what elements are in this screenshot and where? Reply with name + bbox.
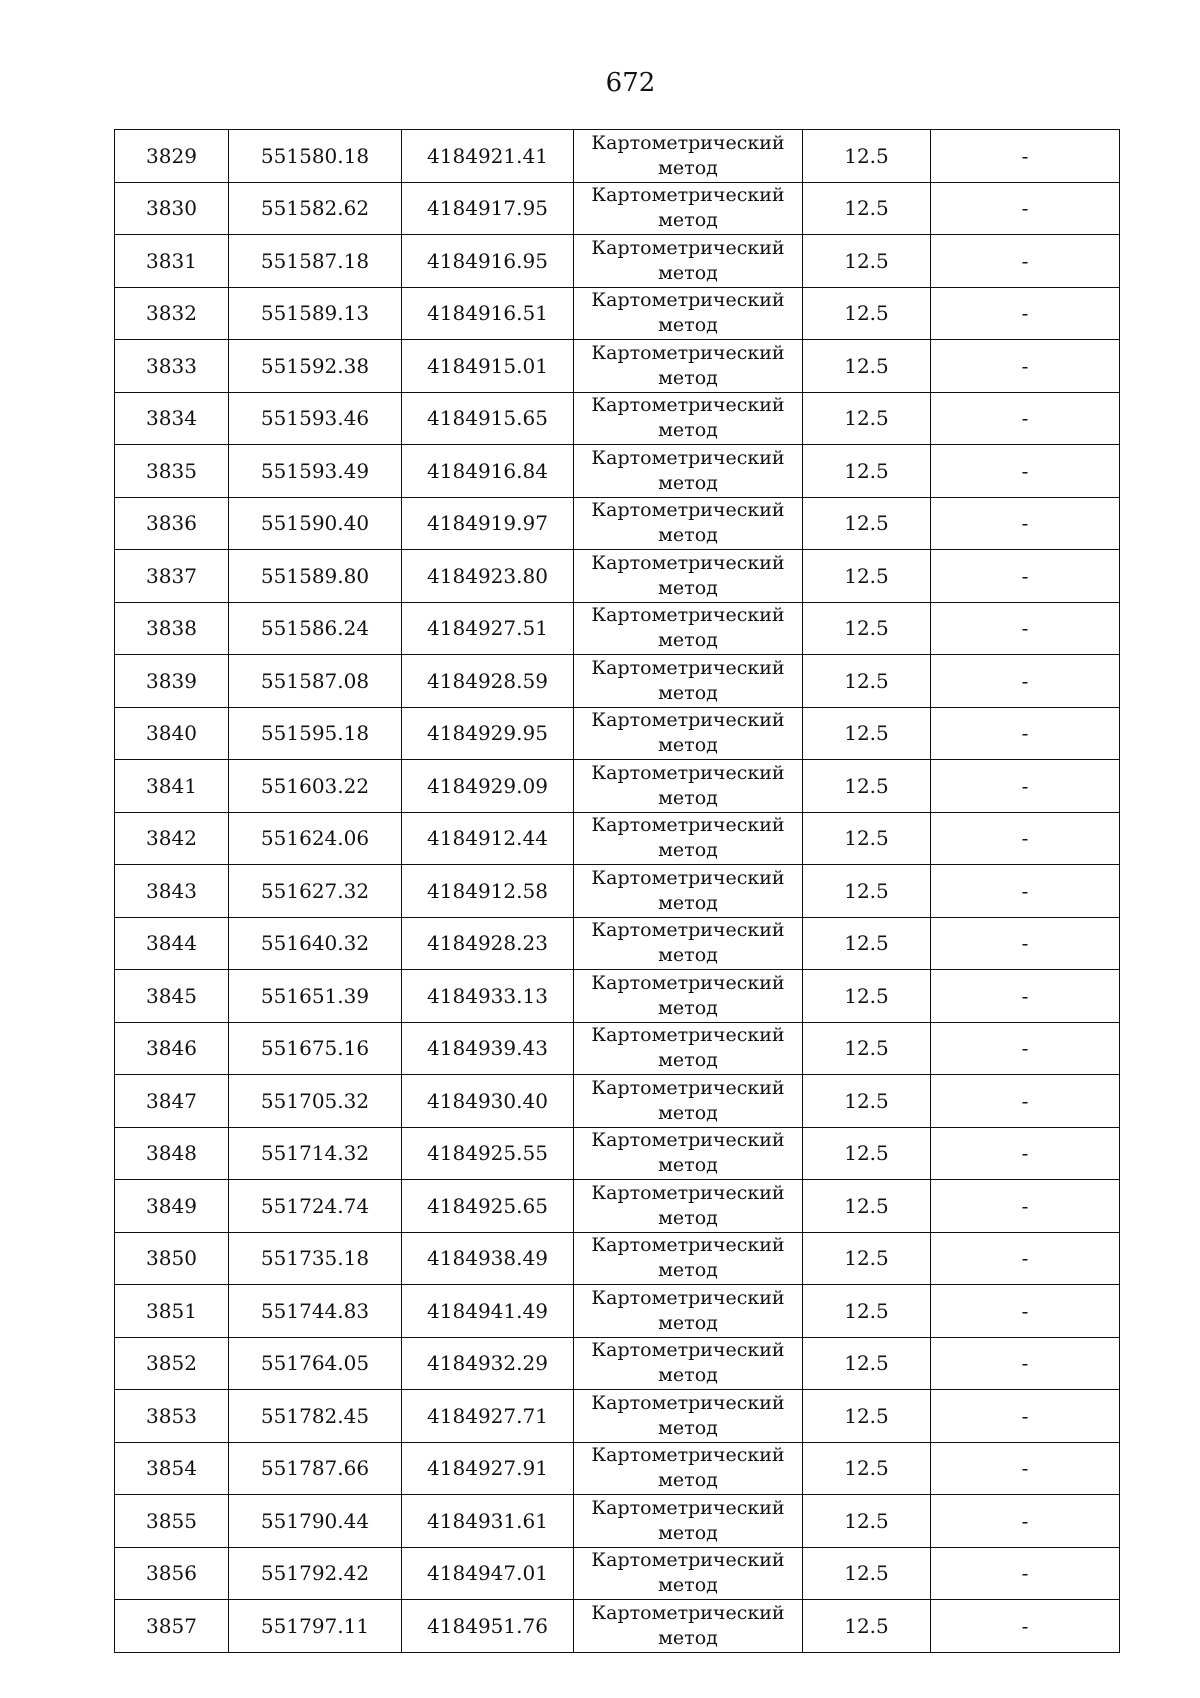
note-cell: - bbox=[931, 1075, 1120, 1128]
point-number-cell: 3856 bbox=[115, 1547, 229, 1600]
accuracy-cell: 12.5 bbox=[803, 1442, 931, 1495]
accuracy-cell: 12.5 bbox=[803, 287, 931, 340]
coordinates-table bbox=[114, 129, 1120, 1653]
accuracy-cell: 12.5 bbox=[803, 1127, 931, 1180]
method-cell bbox=[574, 1337, 803, 1390]
point-number-cell: 3829 bbox=[115, 130, 229, 183]
method-text-line: метод bbox=[658, 524, 718, 547]
point-number-cell: 3840 bbox=[115, 707, 229, 760]
method-cell bbox=[574, 182, 803, 235]
y-coordinate-cell: 4184925.65 bbox=[402, 1180, 574, 1233]
note-cell: - bbox=[931, 1022, 1120, 1075]
y-coordinate-cell: 4184923.80 bbox=[402, 550, 574, 603]
accuracy-cell: 12.5 bbox=[803, 1180, 931, 1233]
note-cell: - bbox=[931, 707, 1120, 760]
method-text-line: метод bbox=[658, 1311, 718, 1334]
point-number-cell: 3844 bbox=[115, 917, 229, 970]
accuracy-cell: 12.5 bbox=[803, 1495, 931, 1548]
method-cell bbox=[574, 602, 803, 655]
x-coordinate-cell: 551675.16 bbox=[229, 1022, 402, 1075]
point-number-cell: 3848 bbox=[115, 1127, 229, 1180]
note-cell: - bbox=[931, 970, 1120, 1023]
method-text-line: Картометрический bbox=[591, 184, 785, 207]
x-coordinate-cell: 551787.66 bbox=[229, 1442, 402, 1495]
accuracy-cell: 12.5 bbox=[803, 550, 931, 603]
method-text-line: Картометрический bbox=[591, 1339, 785, 1362]
table-row bbox=[115, 1285, 1120, 1338]
note-cell: - bbox=[931, 1232, 1120, 1285]
x-coordinate-cell: 551624.06 bbox=[229, 812, 402, 865]
table-row bbox=[115, 445, 1120, 498]
method-text-line: Картометрический bbox=[591, 1286, 785, 1309]
y-coordinate-cell: 4184947.01 bbox=[402, 1547, 574, 1600]
y-coordinate-cell: 4184912.44 bbox=[402, 812, 574, 865]
method-cell bbox=[574, 550, 803, 603]
x-coordinate-cell: 551595.18 bbox=[229, 707, 402, 760]
method-text-line: метод bbox=[658, 471, 718, 494]
method-cell bbox=[574, 1547, 803, 1600]
method-text-line: Картометрический bbox=[591, 1444, 785, 1467]
point-number-cell: 3841 bbox=[115, 760, 229, 813]
method-text-line: Картометрический bbox=[591, 1024, 785, 1047]
method-text-line: метод bbox=[658, 1469, 718, 1492]
point-number-cell: 3842 bbox=[115, 812, 229, 865]
method-text-line: Картометрический bbox=[591, 1129, 785, 1152]
y-coordinate-cell: 4184929.95 bbox=[402, 707, 574, 760]
x-coordinate-cell: 551797.11 bbox=[229, 1600, 402, 1653]
method-text-line: метод bbox=[658, 1364, 718, 1387]
y-coordinate-cell: 4184916.84 bbox=[402, 445, 574, 498]
method-text-line: метод bbox=[658, 576, 718, 599]
x-coordinate-cell: 551640.32 bbox=[229, 917, 402, 970]
method-text-line: Картометрический bbox=[591, 866, 785, 889]
accuracy-cell: 12.5 bbox=[803, 1232, 931, 1285]
table-row bbox=[115, 865, 1120, 918]
method-text-line: метод bbox=[658, 681, 718, 704]
method-text-line: Картометрический bbox=[591, 551, 785, 574]
method-text-line: Картометрический bbox=[591, 919, 785, 942]
point-number-cell: 3832 bbox=[115, 287, 229, 340]
accuracy-cell: 12.5 bbox=[803, 182, 931, 235]
method-text-line: Картометрический bbox=[591, 131, 785, 154]
method-cell bbox=[574, 1495, 803, 1548]
table-row bbox=[115, 970, 1120, 1023]
method-cell bbox=[574, 1390, 803, 1443]
x-coordinate-cell: 551587.18 bbox=[229, 235, 402, 288]
y-coordinate-cell: 4184916.51 bbox=[402, 287, 574, 340]
method-cell bbox=[574, 1232, 803, 1285]
y-coordinate-cell: 4184938.49 bbox=[402, 1232, 574, 1285]
table-row bbox=[115, 182, 1120, 235]
table-row bbox=[115, 1075, 1120, 1128]
accuracy-cell: 12.5 bbox=[803, 340, 931, 393]
accuracy-cell: 12.5 bbox=[803, 1285, 931, 1338]
y-coordinate-cell: 4184939.43 bbox=[402, 1022, 574, 1075]
y-coordinate-cell: 4184919.97 bbox=[402, 497, 574, 550]
method-text-line: Картометрический bbox=[591, 604, 785, 627]
method-text-line: Картометрический bbox=[591, 1496, 785, 1519]
method-cell bbox=[574, 865, 803, 918]
table-row bbox=[115, 1390, 1120, 1443]
point-number-cell: 3850 bbox=[115, 1232, 229, 1285]
y-coordinate-cell: 4184928.23 bbox=[402, 917, 574, 970]
method-cell bbox=[574, 760, 803, 813]
y-coordinate-cell: 4184927.71 bbox=[402, 1390, 574, 1443]
method-text-line: метод bbox=[658, 996, 718, 1019]
point-number-cell: 3831 bbox=[115, 235, 229, 288]
method-text-line: метод bbox=[658, 156, 718, 179]
y-coordinate-cell: 4184925.55 bbox=[402, 1127, 574, 1180]
method-text-line: Картометрический bbox=[591, 971, 785, 994]
point-number-cell: 3834 bbox=[115, 392, 229, 445]
accuracy-cell: 12.5 bbox=[803, 392, 931, 445]
method-text-line: Картометрический bbox=[591, 289, 785, 312]
note-cell: - bbox=[931, 392, 1120, 445]
method-text-line: метод bbox=[658, 1521, 718, 1544]
x-coordinate-cell: 551580.18 bbox=[229, 130, 402, 183]
method-text-line: Картометрический bbox=[591, 1234, 785, 1257]
x-coordinate-cell: 551590.40 bbox=[229, 497, 402, 550]
method-text-line: Картометрический bbox=[591, 1181, 785, 1204]
accuracy-cell: 12.5 bbox=[803, 1075, 931, 1128]
table-row bbox=[115, 550, 1120, 603]
x-coordinate-cell: 551603.22 bbox=[229, 760, 402, 813]
table-row bbox=[115, 1022, 1120, 1075]
accuracy-cell: 12.5 bbox=[803, 602, 931, 655]
method-cell bbox=[574, 1600, 803, 1653]
point-number-cell: 3855 bbox=[115, 1495, 229, 1548]
note-cell: - bbox=[931, 917, 1120, 970]
note-cell: - bbox=[931, 340, 1120, 393]
method-cell bbox=[574, 1022, 803, 1075]
method-cell bbox=[574, 287, 803, 340]
table-row bbox=[115, 130, 1120, 183]
method-text-line: метод bbox=[658, 261, 718, 284]
method-text-line: Картометрический bbox=[591, 1549, 785, 1572]
method-cell bbox=[574, 812, 803, 865]
note-cell: - bbox=[931, 1337, 1120, 1390]
x-coordinate-cell: 551705.32 bbox=[229, 1075, 402, 1128]
y-coordinate-cell: 4184932.29 bbox=[402, 1337, 574, 1390]
point-number-cell: 3847 bbox=[115, 1075, 229, 1128]
method-text-line: метод bbox=[658, 734, 718, 757]
note-cell: - bbox=[931, 287, 1120, 340]
y-coordinate-cell: 4184928.59 bbox=[402, 655, 574, 708]
accuracy-cell: 12.5 bbox=[803, 1600, 931, 1653]
x-coordinate-cell: 551587.08 bbox=[229, 655, 402, 708]
x-coordinate-cell: 551790.44 bbox=[229, 1495, 402, 1548]
accuracy-cell: 12.5 bbox=[803, 1390, 931, 1443]
note-cell: - bbox=[931, 602, 1120, 655]
y-coordinate-cell: 4184929.09 bbox=[402, 760, 574, 813]
method-cell bbox=[574, 235, 803, 288]
note-cell: - bbox=[931, 760, 1120, 813]
x-coordinate-cell: 551792.42 bbox=[229, 1547, 402, 1600]
x-coordinate-cell: 551782.45 bbox=[229, 1390, 402, 1443]
x-coordinate-cell: 551724.74 bbox=[229, 1180, 402, 1233]
table-row bbox=[115, 760, 1120, 813]
method-cell bbox=[574, 1180, 803, 1233]
y-coordinate-cell: 4184915.01 bbox=[402, 340, 574, 393]
method-text-line: Картометрический bbox=[591, 656, 785, 679]
accuracy-cell: 12.5 bbox=[803, 760, 931, 813]
method-text-line: метод bbox=[658, 944, 718, 967]
x-coordinate-cell: 551627.32 bbox=[229, 865, 402, 918]
note-cell: - bbox=[931, 550, 1120, 603]
x-coordinate-cell: 551735.18 bbox=[229, 1232, 402, 1285]
y-coordinate-cell: 4184927.51 bbox=[402, 602, 574, 655]
point-number-cell: 3853 bbox=[115, 1390, 229, 1443]
accuracy-cell: 12.5 bbox=[803, 1022, 931, 1075]
note-cell: - bbox=[931, 1442, 1120, 1495]
method-text-line: Картометрический bbox=[591, 1601, 785, 1624]
table-row bbox=[115, 1547, 1120, 1600]
method-text-line: метод bbox=[658, 1626, 718, 1649]
method-cell bbox=[574, 707, 803, 760]
method-cell bbox=[574, 970, 803, 1023]
point-number-cell: 3836 bbox=[115, 497, 229, 550]
method-cell bbox=[574, 340, 803, 393]
note-cell: - bbox=[931, 1600, 1120, 1653]
note-cell: - bbox=[931, 1495, 1120, 1548]
table-row bbox=[115, 1180, 1120, 1233]
point-number-cell: 3854 bbox=[115, 1442, 229, 1495]
method-text-line: метод bbox=[658, 314, 718, 337]
method-text-line: Картометрический bbox=[591, 761, 785, 784]
note-cell: - bbox=[931, 235, 1120, 288]
table-row bbox=[115, 1442, 1120, 1495]
table-row bbox=[115, 1600, 1120, 1653]
method-text-line: Картометрический bbox=[591, 814, 785, 837]
table-body bbox=[115, 130, 1120, 1653]
y-coordinate-cell: 4184930.40 bbox=[402, 1075, 574, 1128]
method-text-line: метод bbox=[658, 1416, 718, 1439]
y-coordinate-cell: 4184931.61 bbox=[402, 1495, 574, 1548]
point-number-cell: 3851 bbox=[115, 1285, 229, 1338]
table-row bbox=[115, 602, 1120, 655]
method-text-line: метод bbox=[658, 1049, 718, 1072]
method-cell bbox=[574, 1442, 803, 1495]
table-row bbox=[115, 235, 1120, 288]
method-text-line: Картометрический bbox=[591, 394, 785, 417]
x-coordinate-cell: 551593.49 bbox=[229, 445, 402, 498]
accuracy-cell: 12.5 bbox=[803, 812, 931, 865]
accuracy-cell: 12.5 bbox=[803, 970, 931, 1023]
accuracy-cell: 12.5 bbox=[803, 655, 931, 708]
method-text-line: Картометрический bbox=[591, 499, 785, 522]
point-number-cell: 3837 bbox=[115, 550, 229, 603]
method-cell bbox=[574, 130, 803, 183]
table-row bbox=[115, 392, 1120, 445]
note-cell: - bbox=[931, 812, 1120, 865]
point-number-cell: 3857 bbox=[115, 1600, 229, 1653]
method-text-line: Картометрический bbox=[591, 709, 785, 732]
x-coordinate-cell: 551589.13 bbox=[229, 287, 402, 340]
method-cell bbox=[574, 497, 803, 550]
note-cell: - bbox=[931, 1547, 1120, 1600]
x-coordinate-cell: 551651.39 bbox=[229, 970, 402, 1023]
note-cell: - bbox=[931, 1285, 1120, 1338]
point-number-cell: 3830 bbox=[115, 182, 229, 235]
x-coordinate-cell: 551589.80 bbox=[229, 550, 402, 603]
accuracy-cell: 12.5 bbox=[803, 130, 931, 183]
point-number-cell: 3838 bbox=[115, 602, 229, 655]
x-coordinate-cell: 551744.83 bbox=[229, 1285, 402, 1338]
note-cell: - bbox=[931, 130, 1120, 183]
y-coordinate-cell: 4184916.95 bbox=[402, 235, 574, 288]
method-text-line: Картометрический bbox=[591, 341, 785, 364]
table-row bbox=[115, 1127, 1120, 1180]
method-cell bbox=[574, 392, 803, 445]
method-cell bbox=[574, 445, 803, 498]
method-text-line: метод bbox=[658, 1574, 718, 1597]
point-number-cell: 3852 bbox=[115, 1337, 229, 1390]
method-cell bbox=[574, 1285, 803, 1338]
x-coordinate-cell: 551764.05 bbox=[229, 1337, 402, 1390]
method-text-line: метод bbox=[658, 366, 718, 389]
method-text-line: метод bbox=[658, 839, 718, 862]
y-coordinate-cell: 4184933.13 bbox=[402, 970, 574, 1023]
method-cell bbox=[574, 655, 803, 708]
table-row bbox=[115, 1232, 1120, 1285]
page-number: 672 bbox=[605, 68, 656, 98]
method-text-line: Картометрический bbox=[591, 446, 785, 469]
method-text-line: метод bbox=[658, 1101, 718, 1124]
x-coordinate-cell: 551586.24 bbox=[229, 602, 402, 655]
accuracy-cell: 12.5 bbox=[803, 1337, 931, 1390]
note-cell: - bbox=[931, 445, 1120, 498]
point-number-cell: 3833 bbox=[115, 340, 229, 393]
point-number-cell: 3843 bbox=[115, 865, 229, 918]
method-text-line: метод bbox=[658, 629, 718, 652]
method-text-line: Картометрический bbox=[591, 1076, 785, 1099]
accuracy-cell: 12.5 bbox=[803, 917, 931, 970]
x-coordinate-cell: 551714.32 bbox=[229, 1127, 402, 1180]
accuracy-cell: 12.5 bbox=[803, 865, 931, 918]
point-number-cell: 3849 bbox=[115, 1180, 229, 1233]
table-row bbox=[115, 1337, 1120, 1390]
y-coordinate-cell: 4184951.76 bbox=[402, 1600, 574, 1653]
x-coordinate-cell: 551592.38 bbox=[229, 340, 402, 393]
y-coordinate-cell: 4184917.95 bbox=[402, 182, 574, 235]
method-text-line: метод bbox=[658, 419, 718, 442]
note-cell: - bbox=[931, 865, 1120, 918]
y-coordinate-cell: 4184921.41 bbox=[402, 130, 574, 183]
method-cell bbox=[574, 917, 803, 970]
method-cell bbox=[574, 1075, 803, 1128]
point-number-cell: 3846 bbox=[115, 1022, 229, 1075]
accuracy-cell: 12.5 bbox=[803, 707, 931, 760]
method-cell bbox=[574, 1127, 803, 1180]
note-cell: - bbox=[931, 1390, 1120, 1443]
method-text-line: метод bbox=[658, 786, 718, 809]
table-row bbox=[115, 287, 1120, 340]
table-row bbox=[115, 707, 1120, 760]
y-coordinate-cell: 4184915.65 bbox=[402, 392, 574, 445]
accuracy-cell: 12.5 bbox=[803, 1547, 931, 1600]
table-row bbox=[115, 497, 1120, 550]
note-cell: - bbox=[931, 497, 1120, 550]
method-text-line: Картометрический bbox=[591, 236, 785, 259]
accuracy-cell: 12.5 bbox=[803, 497, 931, 550]
accuracy-cell: 12.5 bbox=[803, 445, 931, 498]
method-text-line: метод bbox=[658, 891, 718, 914]
x-coordinate-cell: 551593.46 bbox=[229, 392, 402, 445]
note-cell: - bbox=[931, 1127, 1120, 1180]
x-coordinate-cell: 551582.62 bbox=[229, 182, 402, 235]
note-cell: - bbox=[931, 655, 1120, 708]
method-text-line: метод bbox=[658, 1206, 718, 1229]
table-row bbox=[115, 1495, 1120, 1548]
method-text-line: метод bbox=[658, 209, 718, 232]
point-number-cell: 3845 bbox=[115, 970, 229, 1023]
point-number-cell: 3835 bbox=[115, 445, 229, 498]
table-row bbox=[115, 655, 1120, 708]
method-text-line: Картометрический bbox=[591, 1391, 785, 1414]
table-row bbox=[115, 917, 1120, 970]
y-coordinate-cell: 4184927.91 bbox=[402, 1442, 574, 1495]
table-row bbox=[115, 812, 1120, 865]
note-cell: - bbox=[931, 1180, 1120, 1233]
method-text-line: метод bbox=[658, 1154, 718, 1177]
y-coordinate-cell: 4184941.49 bbox=[402, 1285, 574, 1338]
note-cell: - bbox=[931, 182, 1120, 235]
table-row bbox=[115, 340, 1120, 393]
accuracy-cell: 12.5 bbox=[803, 235, 931, 288]
y-coordinate-cell: 4184912.58 bbox=[402, 865, 574, 918]
method-text-line: метод bbox=[658, 1259, 718, 1282]
point-number-cell: 3839 bbox=[115, 655, 229, 708]
